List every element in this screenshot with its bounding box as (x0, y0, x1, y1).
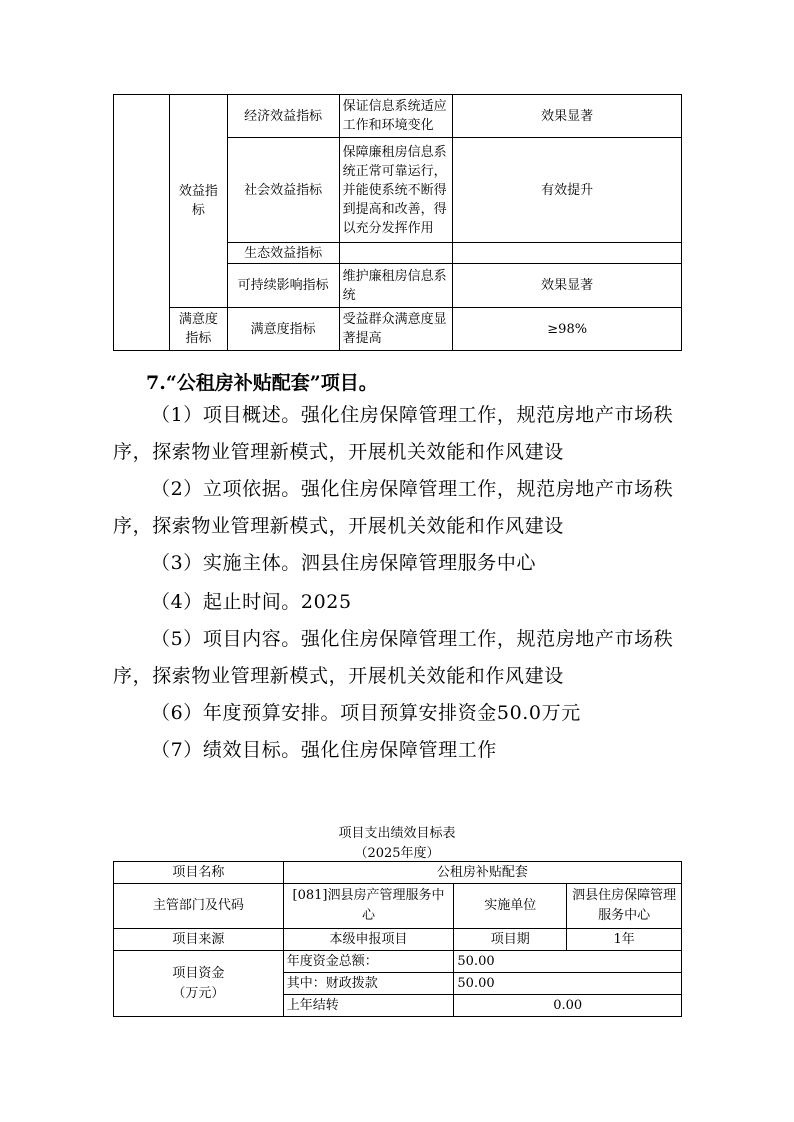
period-value: 1年 (567, 929, 682, 951)
carryover-value: 0.00 (454, 995, 682, 1017)
annual-funds-label: 年度资金总额： (283, 951, 454, 973)
paragraph-goal: （7）绩效目标。强化住房保障管理工作 (151, 739, 497, 761)
indicator-value-cell: 效果显著 (453, 95, 682, 138)
annual-funds-value: 50.00 (454, 951, 682, 973)
source-label: 项目来源 (114, 929, 284, 951)
section-heading: 7.“公租房补贴配套”项目。 (146, 372, 378, 394)
indicator-value-cell (453, 243, 682, 264)
funds-label-cell (114, 951, 284, 1017)
funds-label: 项目资金 (172, 965, 225, 981)
performance-indicator-table (113, 94, 682, 351)
indicator-content-cell: 维护廉租房信息系统 (339, 264, 453, 308)
table-caption: 项目支出绩效目标表 (338, 826, 456, 841)
indicator-value-cell: ≥98% (453, 308, 682, 351)
source-value: 本级申报项目 (283, 929, 454, 951)
period-label: 项目期 (454, 929, 567, 951)
indicator-level3-cell: 经济效益指标 (227, 95, 339, 138)
project-name-value: 公租房补贴配套 (283, 862, 681, 884)
indicator-level3-cell: 社会效益指标 (227, 138, 339, 243)
table-subcaption: （2025年度） (354, 846, 440, 861)
indicator-content-cell: 保证信息系统适应工作和环境变化 (339, 95, 453, 138)
paragraph-period: （4）起止时间。2025 (151, 591, 352, 613)
dept-label: 主管部门及代码 (114, 884, 284, 929)
impl-unit-value: 泗县住房保障管理服务中心 (567, 884, 682, 929)
impl-unit-label: 实施单位 (454, 884, 567, 929)
project-expenditure-table (113, 861, 682, 1017)
project-name-label: 项目名称 (114, 862, 284, 884)
paragraph-content: （5）项目内容。强化住房保障管理工作，规范房地产市场秩序，探索物业管理新模式，开展机关效能和作风建设 (113, 628, 674, 687)
indicator-level3-cell: 生态效益指标 (227, 243, 339, 264)
indicator-content-cell (339, 243, 453, 264)
indicator-content-cell: 受益群众满意度显著提高 (339, 308, 453, 351)
paragraph-basis: （2）立项依据。强化住房保障管理工作，规范房地产市场秩序，探索物业管理新模式，开展机关效能和作风建设 (113, 478, 674, 537)
indicator-level2-cell: 满意度指标 (169, 308, 227, 351)
indicator-level1-cell (114, 95, 170, 351)
funds-unit: （万元） (172, 985, 225, 1001)
indicator-value-cell: 有效提升 (453, 138, 682, 243)
indicator-level3-cell: 可持续影响指标 (227, 264, 339, 308)
paragraph-implementer: （3）实施主体。泗县住房保障管理服务中心 (151, 552, 537, 574)
indicator-level2-cell: 效益指标 (169, 95, 227, 308)
fiscal-funds-value: 50.00 (454, 973, 682, 995)
paragraph-overview: （1）项目概述。强化住房保障管理工作，规范房地产市场秩序，探索物业管理新模式，开展机关效能和作风建设 (113, 404, 674, 463)
fiscal-funds-label: 其中：财政拨款 (283, 973, 454, 995)
dept-value: [081]泗县房产管理服务中心 (283, 884, 454, 929)
indicator-level3-cell: 满意度指标 (227, 308, 339, 351)
indicator-content-cell: 保障廉租房信息系统正常可靠运行，并能使系统不断得到提高和改善，得以充分发挥作用 (339, 138, 453, 243)
indicator-value-cell: 效果显著 (453, 264, 682, 308)
paragraph-budget: （6）年度预算安排。项目预算安排资金50.0万元 (151, 702, 581, 724)
carryover-label: 上年结转 (283, 995, 454, 1017)
